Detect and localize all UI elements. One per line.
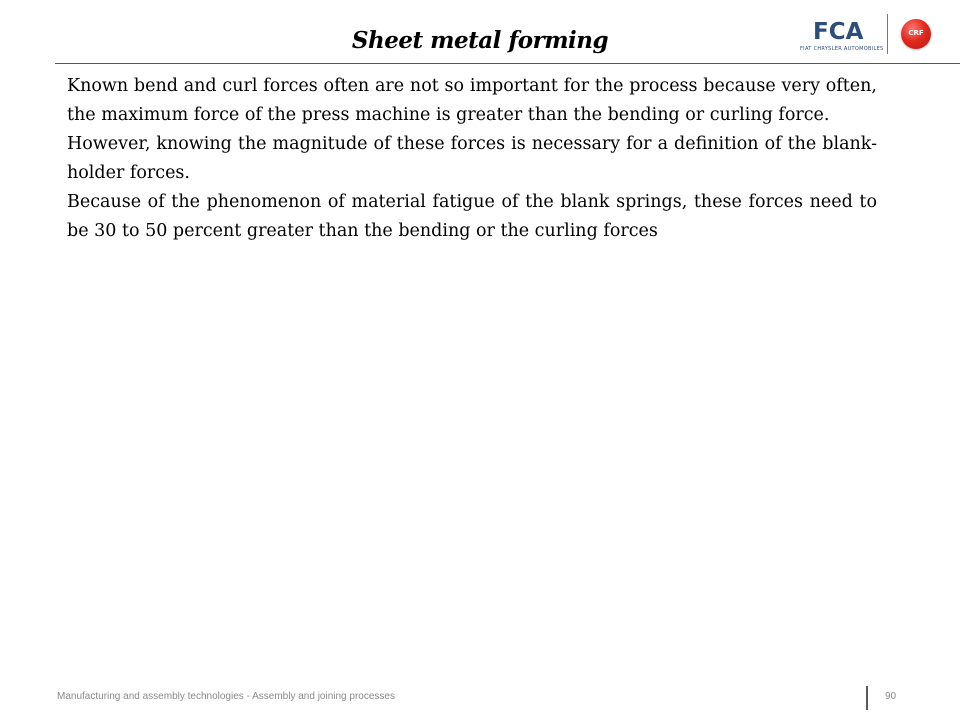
body-paragraph-1: Known bend and curl forces often are not so important for the process because very often, the maximum force of the press machine is greater than the bending or curling force. [67,76,877,125]
body-paragraph-2: However, knowing the magnitude of these forces is necessary for a definition of the blank-holder forces. [67,134,877,183]
fca-logo-tagline: FIAT CHRYSLER AUTOMOBILES [800,46,884,52]
fca-logo-letters: FCA [813,19,864,45]
crf-logo-letters: CRF [908,29,924,37]
slide-title: Sheet metal forming [351,27,609,54]
crf-logo [901,19,931,49]
page-number: 90 [885,691,897,702]
title-divider [55,63,960,64]
fca-logo [790,16,884,56]
logo-divider [887,14,888,54]
footer-divider [866,686,868,710]
slide-body [67,72,877,246]
body-paragraph-3: Because of the phenomenon of material fatigue of the blank springs, these forces need to be 30 to 50 percent greater than the bending or the curling forces [67,192,877,241]
footer-course-title: Manufacturing and assembly technologies - Assembly and joining processes [57,691,395,702]
logo-area [780,12,950,58]
